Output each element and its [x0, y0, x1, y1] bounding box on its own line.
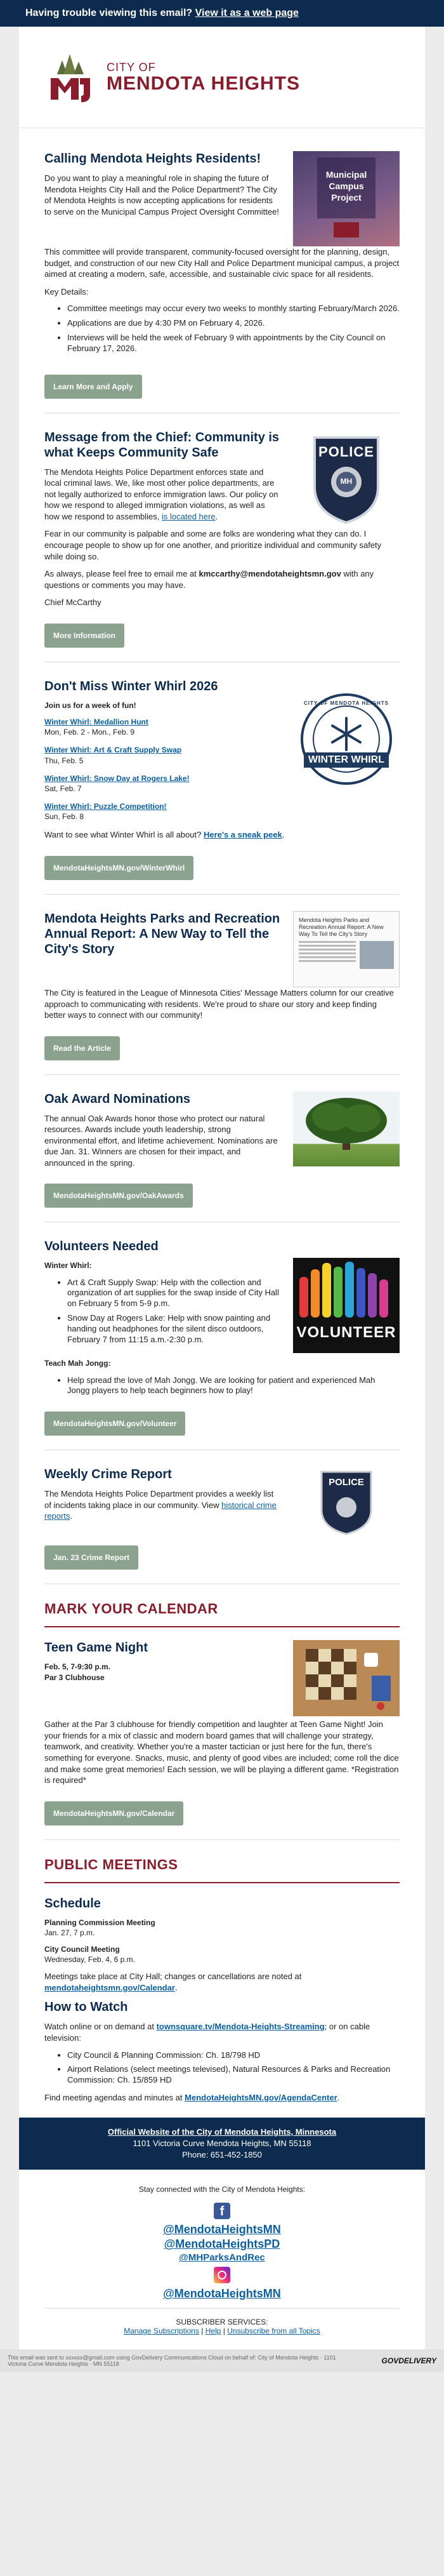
- govdelivery-logo: GOVDELIVERY: [381, 2356, 436, 2366]
- mah-jongg-list: [44, 1375, 400, 1397]
- sneak-peek-link[interactable]: Here's a sneak peek: [203, 830, 282, 840]
- board-game-icon: [293, 1640, 400, 1716]
- meetings-location: Meetings take place at City Hall; changes or cancellations are noted at mendotaheightsmn.gov/Calendar.: [44, 1972, 302, 1992]
- volunteer-image-word: VOLUNTEER: [296, 1324, 396, 1342]
- event-item: Winter Whirl: Snow Day at Rogers Lake! Sat, Feb. 7: [44, 773, 190, 793]
- facebook-link-parks[interactable]: @MHParksAndRec: [179, 2252, 265, 2264]
- read-article-button[interactable]: Read the Article: [44, 1036, 120, 1060]
- delivery-info-strip: [0, 2349, 444, 2372]
- top-notice-bar: [0, 0, 444, 27]
- list-item: • Applications are due by 4:30 PM on February 4, 2026.: [67, 318, 400, 329]
- chief-signature: Chief McCarthy: [44, 597, 101, 608]
- logo-city-label: CITY OF: [107, 61, 156, 74]
- board-games-image: [293, 1640, 400, 1716]
- streaming-link[interactable]: townsquare.tv/Mendota-Heights-Streaming: [156, 2022, 325, 2032]
- teen-game-night-paragraph: Gather at the Par 3 clubhouse for friendly competition and laughter at Teen Game Night! Join your friends for a mix of classic and modern board games that will challenge your strategy, teamwork, and creativity. Whether you're a master tactician or just here for the fun, there's something for everyone. Snacks, music, and plenty of good vibes are included; come roll the dice and make some great memories! Each session, we will be playing a different game. *Registration is required*: [44, 1719, 399, 1785]
- event-item: Winter Whirl: Puzzle Competition! Sun, Feb. 8: [44, 802, 167, 822]
- key-details-label: Key Details:: [44, 286, 89, 297]
- watch-paragraph: Watch online or on demand at townsquare.tv/Mendota-Heights-Streaming; or on cable television:: [44, 2022, 370, 2043]
- learn-more-apply-button[interactable]: Learn More and Apply: [44, 375, 142, 399]
- list-item: • Airport Relations (select meetings televised), Natural Resources & Parks and Recreation Commission: Ch. 15/859 HD: [67, 2064, 400, 2086]
- more-information-button[interactable]: More Information: [44, 624, 124, 648]
- residents-title: Calling Mendota Heights Residents!: [44, 152, 261, 166]
- volunteer-button[interactable]: MendotaHeightsMN.gov/Volunteer: [44, 1411, 185, 1436]
- parks-report-paragraph: The City is featured in the League of Minnesota Cities' Message Matters column for our creative approach to communicating with residents. We're proud to share our story and keep finding better ways to connect with our community!: [44, 988, 394, 1020]
- subscriber-label: SUBSCRIBER SERVICES:: [176, 2318, 268, 2327]
- city-footer: [19, 2118, 425, 2170]
- residents-section: [19, 128, 425, 399]
- residents-paragraph-2: This committee will provide transparent, community-focused oversight for the planning, design, budget, and construction of our new City Hall and Police Department municipal campus, a project aimed at creating a modern, safe, accessible, and sustainable civic space for all residents.: [44, 247, 400, 279]
- facebook-link-police[interactable]: @MendotaHeightsPD: [164, 2238, 280, 2251]
- crime-report-section: [19, 1450, 425, 1570]
- calendar-button[interactable]: MendotaHeightsMN.gov/Calendar: [44, 1801, 183, 1825]
- email-body: [19, 27, 425, 2349]
- city-logo-icon: [44, 49, 101, 106]
- agendas-paragraph: Find meeting agendas and minutes at MendotaHeightsMN.gov/AgendaCenter.: [44, 2093, 340, 2103]
- subscriber-services: SUBSCRIBER SERVICES: Manage Subscriptions | Help | Unsubscribe from all Topics: [19, 2309, 425, 2349]
- volunteers-winter-label: Winter Whirl:: [44, 1261, 92, 1271]
- oak-awards-button[interactable]: MendotaHeightsMN.gov/OakAwards: [44, 1184, 193, 1208]
- top-notice-text: Having trouble viewing this email?: [25, 8, 195, 18]
- instagram-link[interactable]: @MendotaHeightsMN: [163, 2287, 281, 2300]
- event-link-snow-day[interactable]: Winter Whirl: Snow Day at Rogers Lake!: [44, 773, 190, 783]
- municipal-campus-image: [293, 151, 400, 246]
- oak-award-paragraph: The annual Oak Awards honor those who protect our natural resources. Awards include youth leadership, strong environmental effort, and lifetime achievement. Nominations are due Jan. 31. Winners are chosen for their impact, and announced in the spring.: [44, 1113, 278, 1168]
- list-item: • Interviews will be held the week of February 9 with appointments by the City Council on February 17, 2026.: [67, 333, 400, 354]
- how-to-watch-title: How to Watch: [44, 2000, 128, 2015]
- historical-reports-link[interactable]: historical crime reports: [44, 1500, 277, 1521]
- facebook-link-city[interactable]: @MendotaHeightsMN: [163, 2223, 281, 2236]
- teen-game-night-when: Feb. 5, 7-9:30 p.m. Par 3 Clubhouse: [44, 1662, 111, 1682]
- winter-whirl-banner: WINTER WHIRL: [304, 752, 389, 768]
- key-details-list: [44, 304, 400, 354]
- city-council-entry: City Council Meeting Wednesday, Feb. 4, 6 p.m.: [44, 1945, 135, 1965]
- planning-commission-entry: Planning Commission Meeting Jan. 27, 7 p.m.: [44, 1918, 155, 1937]
- footer-phone: Phone: 651-452-1850: [182, 2150, 262, 2160]
- list-item: • Art & Craft Supply Swap: Help with the collection and organization of art supplies for the swap inside of City Hall on February 5 from 5-9 p.m.: [67, 1278, 282, 1310]
- facebook-icon[interactable]: f: [214, 2203, 230, 2219]
- chief-email[interactable]: kmccarthy@mendotaheightsmn.gov: [199, 569, 341, 579]
- manage-subscriptions-link[interactable]: Manage Subscriptions: [124, 2326, 199, 2336]
- volunteers-section: [19, 1222, 425, 1436]
- unsubscribe-link[interactable]: Unsubscribe from all Topics: [227, 2326, 320, 2336]
- crime-report-title: Weekly Crime Report: [44, 1467, 172, 1482]
- badge-top-text: POLICE: [318, 443, 374, 460]
- winter-whirl-title: Don't Miss Winter Whirl 2026: [44, 679, 218, 693]
- campus-image-line-3: Project: [331, 192, 362, 203]
- city-logo-text: [107, 61, 300, 93]
- article-thumbnail-title: Mendota Heights Parks and Recreation Annual Report: A New Way To Tell the City's Story: [299, 917, 384, 937]
- campus-image-line-2: Campus: [329, 181, 364, 192]
- oak-award-title: Oak Award Nominations: [44, 1091, 191, 1106]
- list-item: • City Council & Planning Commission: Ch. 18/798 HD: [67, 2050, 400, 2061]
- social-section: [19, 2170, 425, 2308]
- volunteer-hands-image: [293, 1258, 400, 1353]
- calendar-section: [19, 1584, 425, 1825]
- watch-list: [44, 2050, 400, 2086]
- calendar-heading-rule: [44, 1626, 400, 1627]
- public-meetings-section: [19, 1840, 425, 2104]
- winter-whirl-ring-text: CITY OF MENDOTA HEIGHTS: [304, 700, 389, 706]
- police-patch-image: [318, 1467, 375, 1537]
- list-item: • Snow Day at Rogers Lake: Help with snow painting and handing out headphones for the silent disco outdoors, February 7 from 11:15 a.m.-2:30 p.m.: [67, 1313, 282, 1345]
- oak-tree-icon: [293, 1091, 400, 1166]
- patch-top-text: POLICE: [329, 1477, 364, 1488]
- list-item: • Committee meetings may occur every two weeks to monthly starting February/March 2026.: [67, 304, 400, 314]
- view-web-page-link[interactable]: View it as a web page: [195, 8, 299, 18]
- oak-tree-image: [293, 1091, 400, 1166]
- chief-paragraph-3: As always, please feel free to email me at kmccarthy@mendotaheightsmn.gov with any questions or comments you may have.: [44, 569, 374, 590]
- winter-whirl-intro: Join us for a week of fun!: [44, 700, 136, 710]
- chief-section: [19, 413, 425, 648]
- event-item: Winter Whirl: Medallion Hunt Mon, Feb. 2 - Mon., Feb. 9: [44, 717, 148, 737]
- winter-whirl-question: Want to see what Winter Whirl is all about? Here's a sneak peek.: [44, 830, 285, 840]
- badge-center-text: MH: [340, 476, 353, 486]
- winter-whirl-section: [19, 662, 425, 880]
- agenda-center-link[interactable]: MendotaHeightsMN.gov/AgendaCenter: [185, 2093, 337, 2103]
- teen-game-night-title: Teen Game Night: [44, 1641, 148, 1655]
- event-link-puzzle[interactable]: Winter Whirl: Puzzle Competition!: [44, 802, 167, 811]
- delivery-info-text: This email was sent to xxxxxx@gmail.com using GovDelivery Communications Cloud on behalf of: City of Mendota Heights · 1101 Victoria Curve Mendota Heights · MN 55118: [8, 2354, 336, 2368]
- volunteers-list: [44, 1278, 282, 1345]
- header-logo-area: [19, 27, 425, 128]
- footer-address: 1101 Victoria Curve Mendota Heights, MN 55118: [133, 2138, 311, 2148]
- event-item: Winter Whirl: Art & Craft Supply Swap Thu, Feb. 5: [44, 745, 182, 765]
- event-link-craft-swap[interactable]: Winter Whirl: Art & Craft Supply Swap: [44, 745, 182, 755]
- police-badge-image: [308, 430, 384, 525]
- instagram-icon[interactable]: [214, 2267, 230, 2283]
- calendar-link[interactable]: mendotaheightsmn.gov/Calendar: [44, 1982, 175, 1992]
- winter-whirl-logo: [299, 691, 394, 787]
- public-meetings-heading: PUBLIC MEETINGS: [44, 1856, 178, 1872]
- volunteers-title: Volunteers Needed: [44, 1239, 159, 1254]
- calendar-heading: MARK YOUR CALENDAR: [44, 1601, 218, 1617]
- event-link-medallion-hunt[interactable]: Winter Whirl: Medallion Hunt: [44, 717, 148, 726]
- campus-image-logo-icon: [334, 222, 359, 237]
- policy-link[interactable]: is located here: [161, 511, 216, 521]
- schedule-title: Schedule: [44, 1896, 101, 1911]
- winter-whirl-button[interactable]: MendotaHeightsMN.gov/WinterWhirl: [44, 856, 193, 880]
- chief-paragraph-2: Fear in our community is palpable and some are folks are wondering what they can do. I encourage people to show up for one another, and prioritize individual and community safety while doing so.: [44, 529, 382, 561]
- meetings-heading-rule: [44, 1882, 400, 1883]
- article-thumbnail-image: [293, 911, 400, 987]
- parks-report-title: Mendota Heights Parks and Recreation Annual Report: A New Way to Tell the City's Story: [44, 912, 280, 956]
- crime-report-paragraph: The Mendota Heights Police Department provides a weekly list of incidents taking place in our community. View historical crime reports.: [44, 1489, 277, 1521]
- social-label: Stay connected with the City of Mendota Heights:: [138, 2185, 306, 2194]
- crime-report-button[interactable]: Jan. 23 Crime Report: [44, 1545, 138, 1570]
- residents-paragraph-1: Do you want to play a meaningful role in shaping the future of Mendota Heights City Hall and the Police Department? The City of Mendota Heights is now accepting applications for residents to serve on the Municipal Campus Project Oversight Committee!: [44, 173, 279, 217]
- parks-report-section: [19, 895, 425, 1060]
- logo-city-name: MENDOTA HEIGHTS: [107, 73, 300, 94]
- oak-award-section: [19, 1075, 425, 1208]
- official-website-link[interactable]: Official Website of the City of Mendota Heights, Minnesota: [107, 2126, 337, 2137]
- chief-paragraph-1: The Mendota Heights Police Department enforces state and local criminal laws. We, like most other police departments, are not legally authorized to enforce immigration laws. Our policy on how we respond to alleged immigration violations, as well as how we respond to assemblies, is located here.: [44, 467, 278, 521]
- chief-title: Message from the Chief: Community is what Keeps Community Safe: [44, 430, 280, 460]
- campus-image-line-1: Municipal: [325, 170, 367, 180]
- help-link[interactable]: Help: [205, 2326, 221, 2336]
- city-logo[interactable]: [44, 49, 300, 106]
- list-item: • Help spread the love of Mah Jongg. We are looking for patient and experienced Mah Jongg players to help teach beginners how to play!: [67, 1375, 400, 1397]
- mah-jongg-label: Teach Mah Jongg:: [44, 1359, 111, 1368]
